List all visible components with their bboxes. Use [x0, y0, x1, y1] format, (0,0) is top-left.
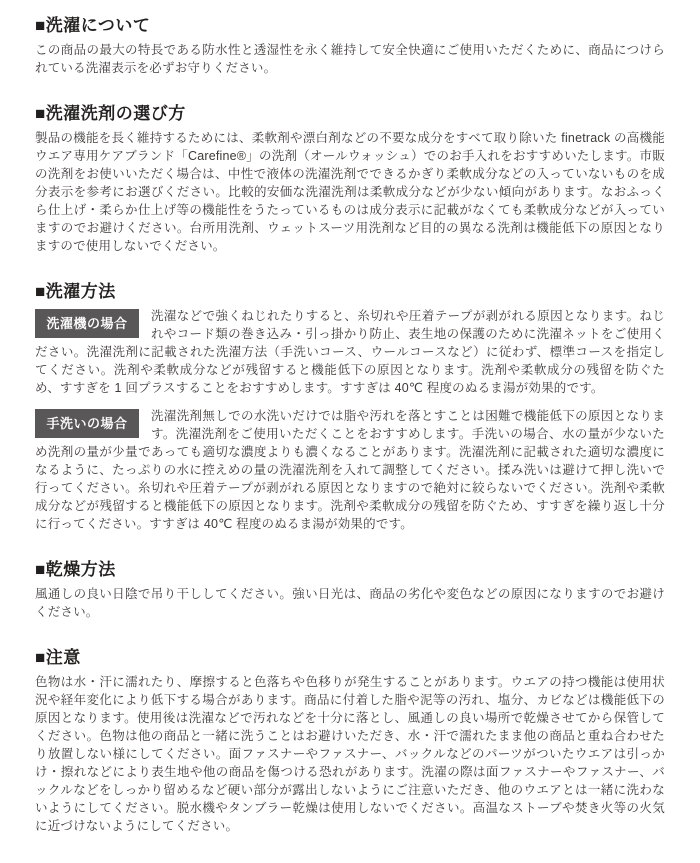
method-paragraph-washing-machine: [35, 307, 665, 397]
method-block-washing-machine: [35, 307, 665, 397]
method-label-washing-machine: 洗濯機の場合: [35, 309, 139, 338]
section-washing-method: [35, 282, 665, 533]
section-washing-about: [35, 16, 665, 77]
section-title-detergent-choice: ■洗濯洗剤の選び方: [35, 104, 186, 123]
section-title-drying-method: ■乾燥方法: [35, 560, 116, 579]
section-title-caution: ■注意: [35, 648, 81, 667]
section-drying-method: [35, 560, 665, 621]
section-body-detergent-choice: 製品の機能を長く維持するためには、柔軟剤や漂白剤などの不要な成分をすべて取り除いた finetrack の高機能ウエア専用ケアブランド「Carefine®」の洗剤（オールウォッシュ）でのお手入れをおすすめいたします。市販の洗剤をお使いいただく場合は、中性で液体の洗濯洗剤でできるかぎり柔軟成分などの入っていないものを成分表示を参考にお選びください。比較的安価な洗濯洗剤は柔軟成分などが少ない傾向があります。なおふっくら仕上げ・柔らか仕上げ等の機能性をうたっているものは成分表示に記載がなくても柔軟成分などが入っていますのでお避けください。台所用洗剤、ウェットスーツ用洗剤など目的の異なる洗剤は機能低下の原因となりますので使用しないでください。: [35, 131, 665, 253]
section-title-washing-method: ■洗濯方法: [35, 282, 116, 301]
section-body-washing-about: この商品の最大の特長である防水性と透湿性を永く維持して安全快適にご使用いただくために、商品につけられている洗濯表示を必ずお守りください。: [35, 43, 665, 75]
method-text-hand-wash: 洗濯洗剤無しでの水洗いだけでは脂や汚れを落とすことは困難で機能低下の原因となります。洗濯洗剤をご使用いただくことをおすすめします。手洗いの場合、水の量が少ないため洗剤の量が少量であっても適切な濃度よりも濃くなることがあります。洗濯洗剤に記載された適切な濃度になるように、たっぷりの水に控えめの量の洗濯洗剤を入れて調整してください。揉み洗いは避けて押し洗いで行ってください。糸切れや圧着テープが剥がれる原因となりますので絶対に絞らないでください。洗剤や柔軟成分などが残留すると機能低下の原因となります。洗剤や柔軟成分の残留を防ぐため、すすぎを繰り返し十分に行ってください。すすぎは 40℃ 程度のぬるま湯が効果的です。: [35, 409, 665, 531]
section-body-drying-method: 風通しの良い日陰で吊り干ししてください。強い日光は、商品の劣化や変色などの原因になりますのでお避けください。: [35, 587, 665, 619]
section-caution: [35, 648, 665, 835]
section-detergent-choice: [35, 104, 665, 255]
method-text-washing-machine: 洗濯などで強くねじれたりすると、糸切れや圧着テープが剥がれる原因となります。ねじれやコード類の巻き込み・引っ掛かり防止、表生地の保護のために洗濯ネットをご使用ください。洗濯洗剤に記載された洗濯方法（手洗いコース、ウールコースなど）に従わず、標準コースを指定してください。洗剤や柔軟成分などが残留すると機能低下の原因となります。洗剤や柔軟成分の残留を防ぐため、すすぎを 1 回プラスすることをおすすめします。すすぎは 40℃ 程度のぬるま湯が効果的です。: [35, 309, 665, 395]
section-title-washing-about: ■洗濯について: [35, 16, 151, 35]
method-label-hand-wash: 手洗いの場合: [35, 409, 139, 438]
method-paragraph-hand-wash: [35, 407, 665, 533]
method-block-hand-wash: [35, 407, 665, 533]
section-body-caution: 色物は水・汗に濡れたり、摩擦すると色落ちや色移りが発生することがあります。ウエアの持つ機能は使用状況や経年変化により低下する場合があります。商品に付着した脂や泥等の汚れ、塩分、カビなどは機能低下の原因となります。使用後は洗濯などで汚れなどを十分に落とし、風通しの良い場所で乾燥させてから保管してください。色物は他の商品と一緒に洗うことはお避けいただき、水・汗で濡れたまま他の商品と重ね合わせたり放置しない様にしてください。面ファスナーやファスナー、バックルなどのパーツがついたウエアは引っかけ・擦れなどにより表生地や他の商品を傷つける恐れがあります。洗濯の際は面ファスナーやファスナー、バックルなどをしっかり留めるなど硬い部分が露出しないようにご注意いただき、他のウエアとは一緒に洗わないようにしてください。脱水機やタンブラー乾燥は使用しないでください。高温なストーブや焚き火等の火気に近づけないようにしてください。: [35, 675, 665, 833]
